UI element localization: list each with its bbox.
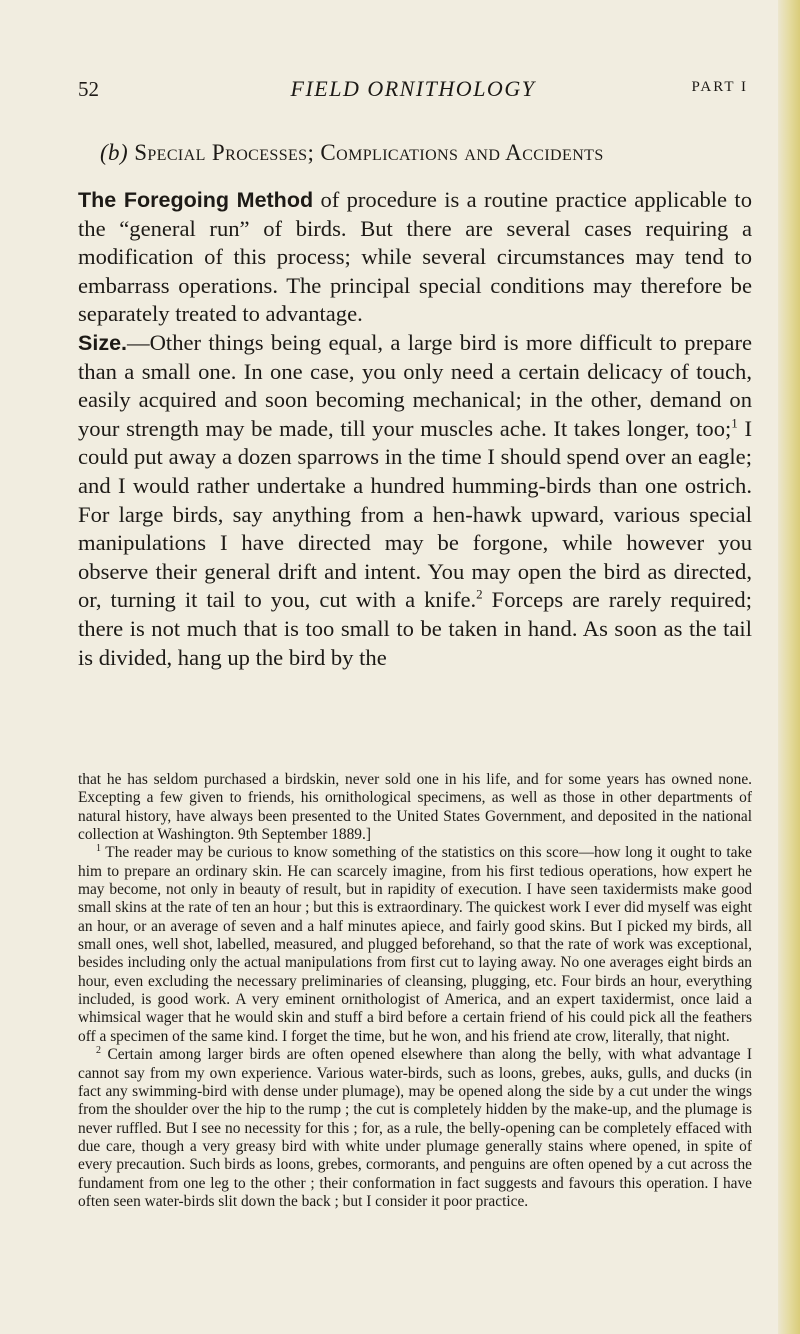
para2-text-a: —Other things being equal, a large bird is more difficult to prepare than a small one. In one case, you only need a certain delicacy of touch, easily acquired and soon becoming mechanical; in the other, demand on your strength may be made, till your muscles ache. It takes longer, too; [78, 329, 752, 441]
para1-lead: The Foregoing Method [78, 188, 314, 212]
part-label: PART I [691, 79, 748, 95]
footnote-continued: that he has seldom purchased a birdskin, never sold one in his life, and for some years has owned none. Excepting a few given to friends, his ornithological specimens, as well as those in other departments of natural history, have always been presented to the United States Government, and deposited in the national collection at Washington. 9th September 1889.] [78, 771, 752, 844]
footnotes [78, 771, 752, 1211]
body-text [78, 186, 752, 672]
page-edge [778, 0, 800, 1334]
footnote-1-text: The reader may be curious to know something of the statistics on this score—how long it ought to take him to prepare an ordinary skin. He can scarcely imagine, from his first tedious operations, how expert he may become, not only in beauty of result, but in rapidity of execution. I have seen taxidermists make good small skins at the rate of ten an hour ; but this is extraordinary. The quickest work I ever did myself was eight an hour, or an average of seven and a half minutes apiece, and fairly good skins. But I picked my birds, all small ones, well shot, labelled, measured, and plugged beforehand, so that the rate of work was exceptional, besides including only the actual manipulations from first cut to laying away. No one averages eight birds an hour, even excluding the necessary preliminaries of cleansing, plugging, etc. Four birds an hour, everything included, is good work. A very eminent ornithologist of America, and an expert taxidermist, once laid a whimsical wager that he would skin and stuff a bird before a certain friend of his could pick all the feathers off a specimen of the same kind. I forget the time, but he won, and his friend ate crow, literally, that night. [78, 844, 752, 1045]
footnote-2 [78, 1046, 752, 1211]
para2-lead: Size. [78, 330, 127, 355]
footnote-1 [78, 844, 752, 1046]
footnote-ref-2: 2 [476, 586, 483, 602]
footnote-1-mark: 1 [96, 843, 101, 855]
section-label: (b) [100, 140, 129, 165]
para2-text-c: Forceps are rarely required; there is not much that is too small to be taken in hand. As soon as the tail is divided, hang up the bird by the [78, 587, 752, 670]
footnote-2-mark: 2 [96, 1045, 101, 1057]
para1-text: of procedure is a routine practice applicable to the “general run” of birds. But there are several cases requiring a modification of this process; while several circumstances may tend to embarrass operations. The principal special conditions may therefore be separately treated to advantage. [78, 187, 752, 327]
section-heading [100, 140, 760, 166]
footnote-2-text: Certain among larger birds are often opened elsewhere than along the belly, with what advantage I cannot say from my own experience. Various water-birds, such as loons, grebes, auks, gulls, and ducks (in fact any swimming-bird with dense under plumage), may be opened along the side by a cut under the wings from the shoulder over the hip to the rump ; the cut is completely hidden by the make-up, and the plumage is never ruffled. But I see no necessity for this ; for, as a rule, the belly-opening can be completely effaced with due care, though a very greasy bird with white under plumage generally stains where opened, in spite of every precaution. Such birds as loons, grebes, cormorants, and penguins are often opened by a cut across the fundament from one leg to the other ; their conformation in fact suggests and favours this operation. I have often seen water-birds slit down the back ; but I consider it poor practice. [78, 1046, 752, 1210]
running-title: FIELD ORNITHOLOGY [290, 76, 536, 101]
section-title: Special Processes; Complications and Accidents [134, 140, 604, 165]
para2-text-b: I could put away a dozen sparrows in the time I should spend over an eagle; and I would rather undertake a hundred humming-birds than one ostrich. For large birds, say anything from a hen-hawk upward, various special manipulations I have directed may be forgone, while however you observe their general drift and intent. You may open the bird as directed, or, turning it tail to you, cut with a knife. [78, 415, 752, 613]
page-number: 52 [78, 77, 99, 101]
footnote-ref-1: 1 [731, 415, 738, 431]
running-header [78, 77, 748, 107]
